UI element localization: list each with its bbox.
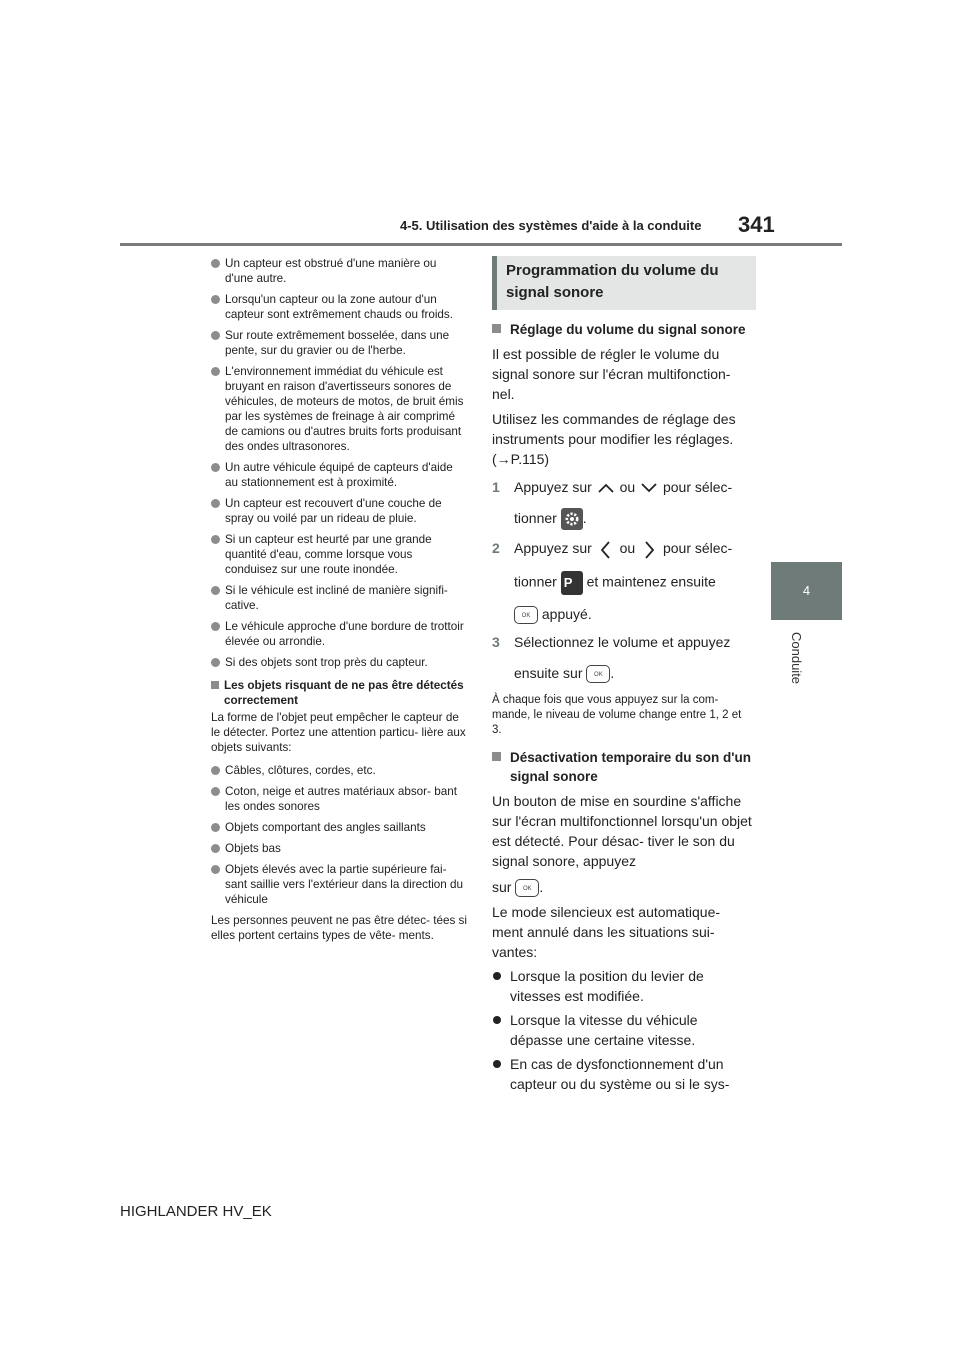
list-item: [211, 655, 467, 670]
list-item-text: Lorsque la position du levier de vitesses est modifiée.: [510, 968, 704, 1005]
list-item: [211, 820, 467, 835]
bullet-icon: [211, 865, 220, 874]
step-text: et maintenez ensuite: [586, 573, 716, 590]
list-item-text: Câbles, clôtures, cordes, etc.: [225, 764, 376, 777]
list-item: [211, 841, 467, 856]
step-number: 1: [492, 479, 500, 495]
chevron-right-icon: [639, 540, 659, 560]
list-item: [492, 1054, 752, 1094]
bullet-icon: [211, 367, 220, 376]
list-item-text: En cas de dysfonctionnement d'un capteur ou du système ou si le sys-: [510, 1056, 730, 1093]
bullet-icon: [211, 844, 220, 853]
paragraph: [492, 409, 752, 469]
list-item: [211, 784, 467, 814]
parking-sensor-icon: P: [561, 571, 583, 595]
chevron-up-icon: [596, 480, 616, 496]
step-text: .: [582, 510, 587, 526]
bullet-icon: [493, 1060, 501, 1068]
step-text: appuyé.: [541, 605, 592, 622]
step-number: 3: [492, 633, 500, 650]
bullet-icon: [211, 622, 220, 631]
list-item-text: Si un capteur est heurté par une grande quantité d'eau, comme lorsque vous conduisez sur une route inondée.: [225, 533, 432, 576]
chapter-label-text: Conduite: [789, 632, 804, 685]
paragraph-text: .: [539, 879, 544, 896]
list-item: [211, 460, 467, 490]
chapter-label: [786, 632, 806, 692]
list-item-text: Objets élevés avec la partie supérieure fai- sant saillie vers l'extérieur dans la direction du véhicule: [225, 863, 464, 906]
chapter-tab: 4: [771, 562, 842, 620]
step-text: .: [610, 664, 615, 681]
left-column: [211, 256, 467, 951]
ok-switch-icon: OK: [514, 606, 538, 624]
footer-model-name: HIGHLANDER HV_EK: [120, 1203, 272, 1220]
bullet-icon: [211, 658, 220, 667]
list-item-text: Lorsqu'un capteur ou la zone autour d'un capteur sont extrêmement chauds ou froids.: [225, 293, 454, 321]
list-item: [211, 496, 467, 526]
paragraph: [492, 791, 752, 897]
bullet-icon: [211, 499, 220, 508]
list-item-text: Un capteur est recouvert d'une couche de spray ou voilé par un rideau de pluie.: [225, 497, 442, 525]
paragraph: Il est possible de régler le volume du signal sonore sur l'écran multifonction- nel.: [492, 346, 731, 402]
paragraph: Les personnes peuvent ne pas être détec- tées si elles portent certains types de vête- ments.: [211, 914, 467, 942]
bullet-icon: [211, 463, 220, 472]
square-bullet-icon: [492, 752, 501, 761]
list-item-text: Objets comportant des angles saillants: [225, 821, 426, 834]
step-text: Appuyez sur: [514, 540, 592, 557]
list-item: [211, 583, 467, 613]
chevron-left-icon: [596, 540, 616, 560]
square-bullet-icon: [492, 324, 501, 333]
list-item: [211, 256, 467, 286]
subsection-heading-text: Désactivation temporaire du son d'un signal sonore: [510, 750, 752, 785]
paragraph: La forme de l'objet peut empêcher le capteur de le détecter. Portez une attention particu- lière aux objets suivants:: [211, 711, 466, 754]
paragraph: Le mode silencieux est automatique- ment annulé dans les situations sui- vantes:: [492, 904, 721, 961]
bullet-icon: [211, 259, 220, 268]
list-item-text: Le véhicule approche d'une bordure de trottoir élevée ou arrondie.: [225, 620, 464, 648]
list-item-text: Si le véhicule est incliné de manière signifi- cative.: [225, 584, 448, 612]
list-item-text: L'environnement immédiat du véhicule est bruyant en raison d'avertisseurs sonores de véhicules, de moteurs de motos, de bruit émis par les systèmes de freinage à air comprimé de camions ou d'autres bruits forts produisant des ondes ultrasonores.: [225, 365, 464, 453]
step-text: pour sélec-: [662, 540, 733, 557]
bullet-icon: [211, 295, 220, 304]
step-2: [492, 538, 752, 624]
list-item-text: Coton, neige et autres matériaux absor- bant les ondes sonores: [225, 785, 457, 813]
bullet-icon: [211, 766, 220, 775]
subsection-heading: [211, 678, 467, 708]
list-item-text: Un autre véhicule équipé de capteurs d'aide au stationnement est à proximité.: [225, 461, 453, 489]
step-3: [492, 632, 752, 683]
list-item: [211, 532, 467, 577]
step-number: 2: [492, 540, 500, 557]
step-text: tionner: [514, 510, 557, 526]
list-item-text: Objets bas: [225, 842, 281, 855]
list-item: [211, 763, 467, 778]
step-text: ou: [619, 540, 636, 557]
step-text: pour sélec-: [662, 479, 733, 495]
step-text: Appuyez sur: [514, 479, 592, 495]
right-column: [492, 256, 752, 1094]
list-item: [492, 966, 752, 1006]
bullet-icon: [211, 586, 220, 595]
step-1: [492, 477, 752, 530]
page-reference: (→P.115): [492, 451, 550, 467]
list-item: [211, 328, 467, 358]
settings-gear-icon: [561, 508, 583, 530]
list-item: [211, 364, 467, 454]
square-bullet-icon: [211, 681, 219, 689]
subsection-heading-text: Réglage du volume du signal sonore: [510, 322, 746, 337]
list-item-text: Si des objets sont trop près du capteur.: [225, 656, 428, 669]
header-rule: [120, 243, 842, 246]
bullet-icon: [493, 1016, 501, 1024]
paragraph-text: Un bouton de mise en sourdine s'affiche sur l'écran multifonctionnel lorsqu'un objet est détecté. Pour désac- tiver le son du signal sonore, appuyez: [492, 793, 752, 870]
step-text: ensuite sur: [514, 664, 583, 681]
list-item: [492, 1010, 752, 1050]
section-title: Programmation du volume du signal sonore: [492, 256, 756, 310]
list-item: [211, 292, 467, 322]
page-number: 341: [738, 212, 775, 237]
list-item: [211, 862, 467, 907]
subsection-heading: [492, 320, 752, 339]
ok-switch-icon: OK: [586, 665, 610, 683]
paragraph-text: sur: [492, 879, 512, 896]
list-item-text: Lorsque la vitesse du véhicule dépasse une certaine vitesse.: [510, 1012, 698, 1049]
header-section-title: 4-5. Utilisation des systèmes d'aide à la conduite: [400, 218, 702, 233]
bullet-icon: [493, 972, 501, 980]
list-item-text: Sur route extrêmement bosselée, dans une pente, sur du gravier ou de l'herbe.: [225, 329, 450, 357]
step-text: tionner: [514, 573, 557, 590]
chevron-down-icon: [639, 480, 659, 496]
bullet-icon: [211, 823, 220, 832]
note: À chaque fois que vous appuyez sur la com- mande, le niveau de volume change entre 1, 2 et 3.: [492, 694, 742, 737]
step-text: Sélectionnez le volume et appuyez: [514, 633, 731, 650]
bullet-icon: [211, 331, 220, 340]
list-item-text: Un capteur est obstrué d'une manière ou d'une autre.: [225, 257, 437, 285]
list-item: [211, 619, 467, 649]
paragraph-text: Utilisez les commandes de réglage des instruments pour modifier les réglages.: [492, 411, 736, 447]
step-text: ou: [619, 479, 636, 495]
bullet-icon: [211, 535, 220, 544]
bullet-icon: [211, 787, 220, 796]
subsection-heading-text: Les objets risquant de ne pas être détectés correctement: [224, 679, 464, 707]
subsection-heading: [492, 748, 752, 786]
ok-switch-icon: OK: [515, 879, 539, 897]
